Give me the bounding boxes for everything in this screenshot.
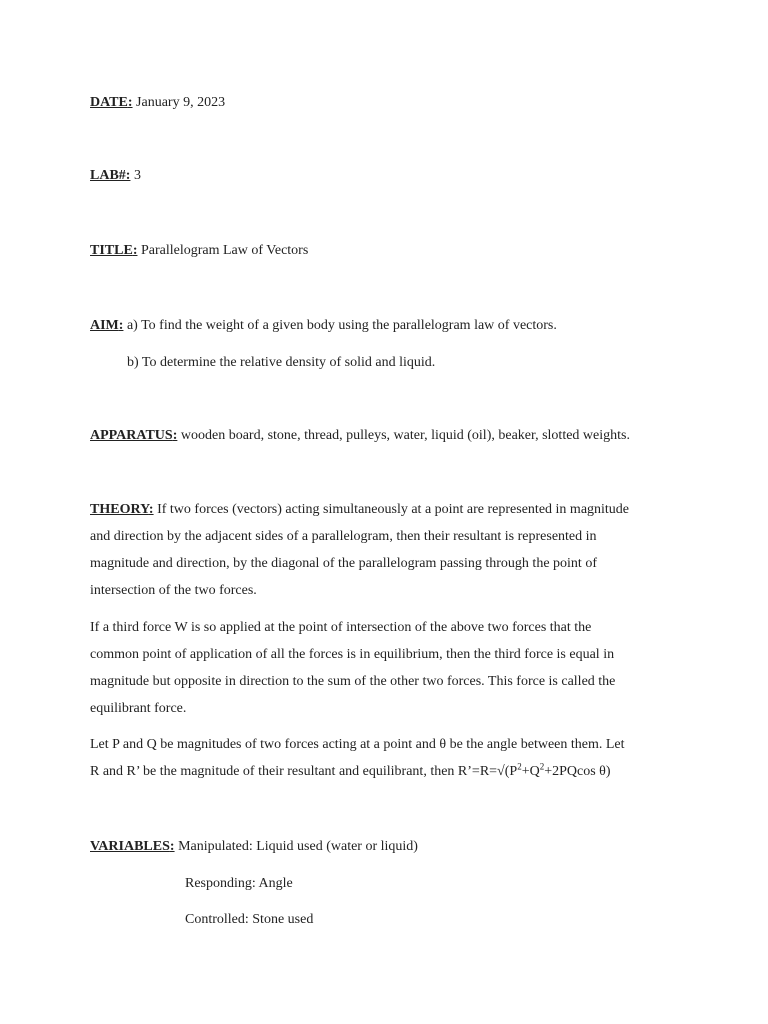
variables-responding: Responding: Angle bbox=[185, 876, 293, 891]
variables-line bbox=[90, 838, 418, 856]
date-value: January 9, 2023 bbox=[136, 95, 226, 110]
theory-line: magnitude but opposite in direction to the sum of the other two forces. This force is called the bbox=[90, 674, 616, 689]
theory-line: magnitude and direction, by the diagonal of the parallelogram passing through the point of bbox=[90, 556, 597, 571]
lab-label: LAB#: bbox=[90, 168, 131, 183]
theory-line: equilibrant force. bbox=[90, 701, 187, 716]
variables-controlled: Controlled: Stone used bbox=[185, 912, 314, 927]
formula-line: R and R’ be the magnitude of their resultant and equilibrant, then $R’=R=√(P^2+Q^2+2PQcos$ θ) bbox=[90, 761, 611, 779]
lab-value: 3 bbox=[133, 168, 141, 183]
theory-paragraph-3 bbox=[90, 731, 690, 785]
title-value: Parallelogram Law of Vectors bbox=[140, 243, 309, 258]
theory-line: common point of application of all the forces is in equilibrium, then the third force is equal in bbox=[90, 647, 615, 662]
date-line bbox=[90, 94, 225, 112]
apparatus-value: wooden board, stone, thread, pulleys, water, liquid (oil), beaker, slotted weights. bbox=[180, 428, 630, 443]
theory-label: THEORY: bbox=[90, 502, 154, 517]
theory-paragraph-1 bbox=[90, 496, 690, 604]
theory-text: If two forces (vectors) acting simultaneously at a point are represented in magnitude bbox=[157, 502, 630, 517]
theory-line bbox=[90, 496, 690, 523]
theory-line: and direction by the adjacent sides of a parallelogram, then their resultant is represented in bbox=[90, 529, 597, 544]
variables-label: VARIABLES: bbox=[90, 839, 175, 854]
aim-line-b: b) To determine the relative density of solid and liquid. bbox=[127, 355, 436, 370]
theory-paragraph-2 bbox=[90, 614, 690, 722]
apparatus-label: APPARATUS: bbox=[90, 428, 178, 443]
theory-line: If a third force W is so applied at the point of intersection of the above two forces that the bbox=[90, 620, 592, 635]
aim-a-text: a) To find the weight of a given body using the parallelogram law of vectors. bbox=[126, 318, 557, 333]
variables-manipulated: Manipulated: Liquid used (water or liquid) bbox=[178, 839, 418, 854]
aim-label: AIM: bbox=[90, 318, 124, 333]
title-line bbox=[90, 242, 308, 260]
title-label: TITLE: bbox=[90, 243, 138, 258]
date-label: DATE: bbox=[90, 95, 133, 110]
apparatus-line bbox=[90, 427, 630, 445]
theory-line: Let P and Q be magnitudes of two forces acting at a point and θ be the angle between them. Let bbox=[90, 737, 625, 752]
aim-line-a bbox=[90, 317, 557, 335]
theory-line: intersection of the two forces. bbox=[90, 583, 257, 598]
lab-line bbox=[90, 167, 141, 185]
